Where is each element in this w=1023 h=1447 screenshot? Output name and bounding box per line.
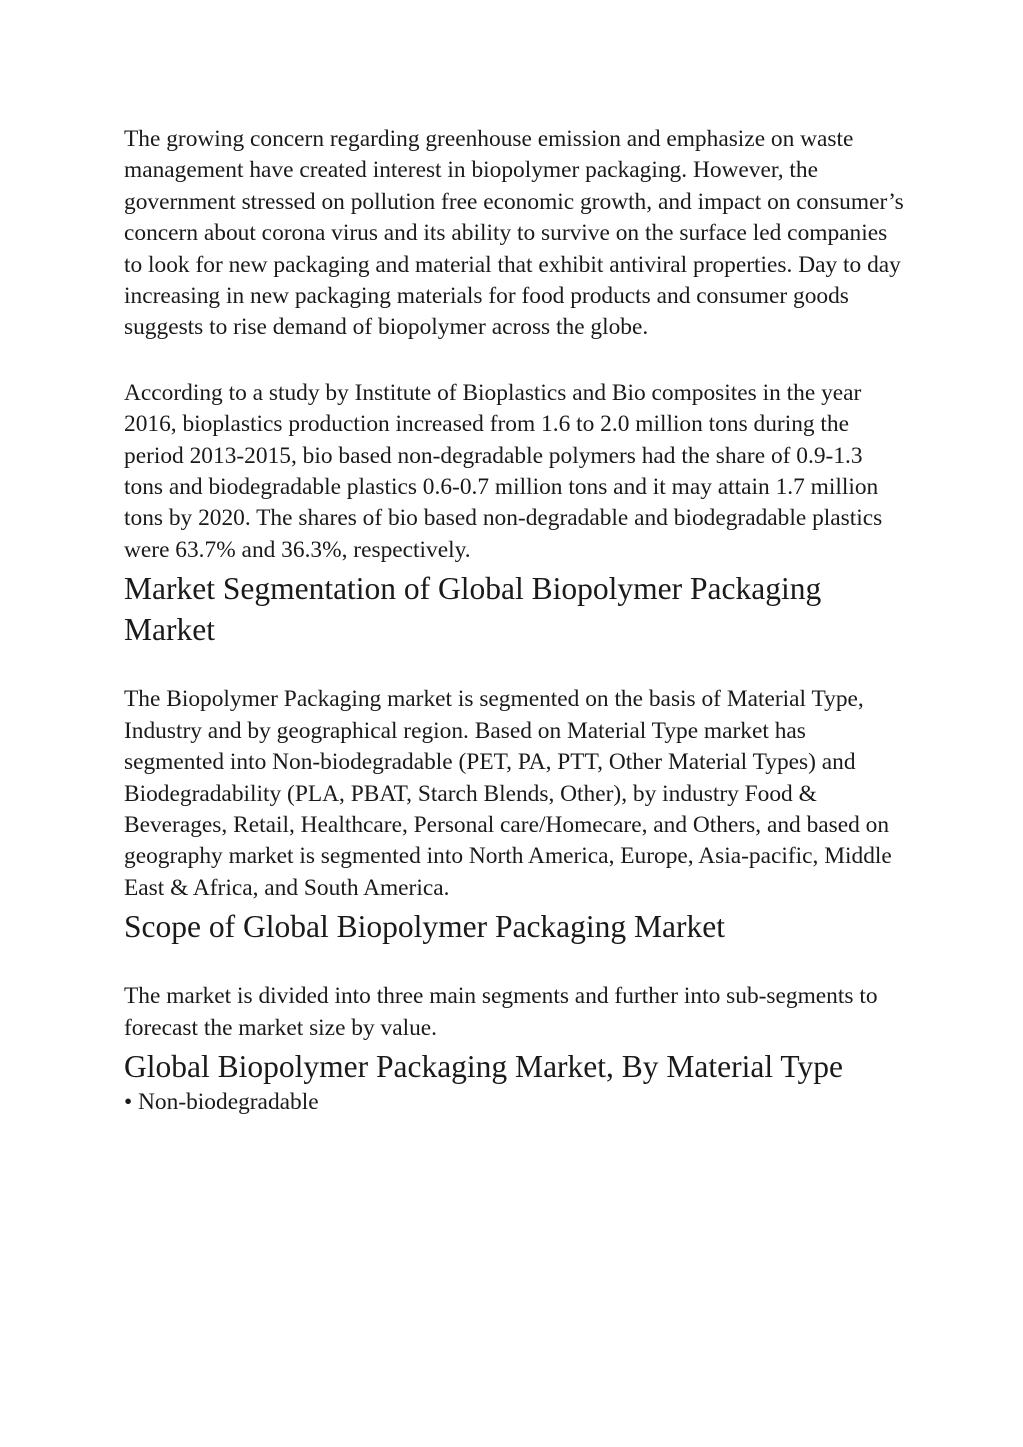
paragraph-greenhouse-concern: The growing concern regarding greenhouse emission and emphasize on waste management have created interest in biopolymer packaging. However, the government stressed on pollution free economic growth, and impact on consumer’s concern about corona virus and its ability to survive on the surface led companies to look for new packaging and material that exhibit antiviral properties. Day to day increasing in new packaging materials for food products and consumer goods suggests to rise demand of biopolymer across the globe.: [124, 126, 904, 341]
heading-by-material-type: Global Biopolymer Packaging Market, By Material Type: [124, 1048, 843, 1084]
paragraph-bioplastics-study: According to a study by Institute of Bioplastics and Bio composites in the year 2016, bioplastics production increased from 1.6 to 2.0 million tons during the period 2013-2015, bio based non-degradable polymers had the share of 0.9-1.3 tons and biodegradable plastics 0.6-0.7 million tons and it may attain 1.7 million tons by 2020. The shares of bio based non-degradable and biodegradable plastics were 63.7% and 36.3%, respectively.: [124, 379, 883, 563]
list-item-non-biodegradable: • Non-biodegradable: [124, 1088, 319, 1115]
paragraph-scope-details: The market is divided into three main segments and further into sub-segments to forecast the market size by value.: [124, 983, 878, 1041]
document-page: [124, 124, 904, 1118]
paragraph-segmentation-details: The Biopolymer Packaging market is segmented on the basis of Material Type, Industry and by geographical region. Based on Material Type market has segmented into Non-biodegradable (PET, PA, PTT, Other Material Types) and Biodegradability (PLA, PBAT, Starch Blends, Other), by industry Food & Beverages, Retail, Healthcare, Personal care/Homecare, and Others, and based on geography market is segmented into North America, Europe, Asia-pacific, Middle East & Africa, and South America.: [124, 686, 892, 901]
heading-market-segmentation: Market Segmentation of Global Biopolymer Packaging Market: [124, 571, 822, 648]
heading-scope: Scope of Global Biopolymer Packaging Market: [124, 909, 725, 945]
